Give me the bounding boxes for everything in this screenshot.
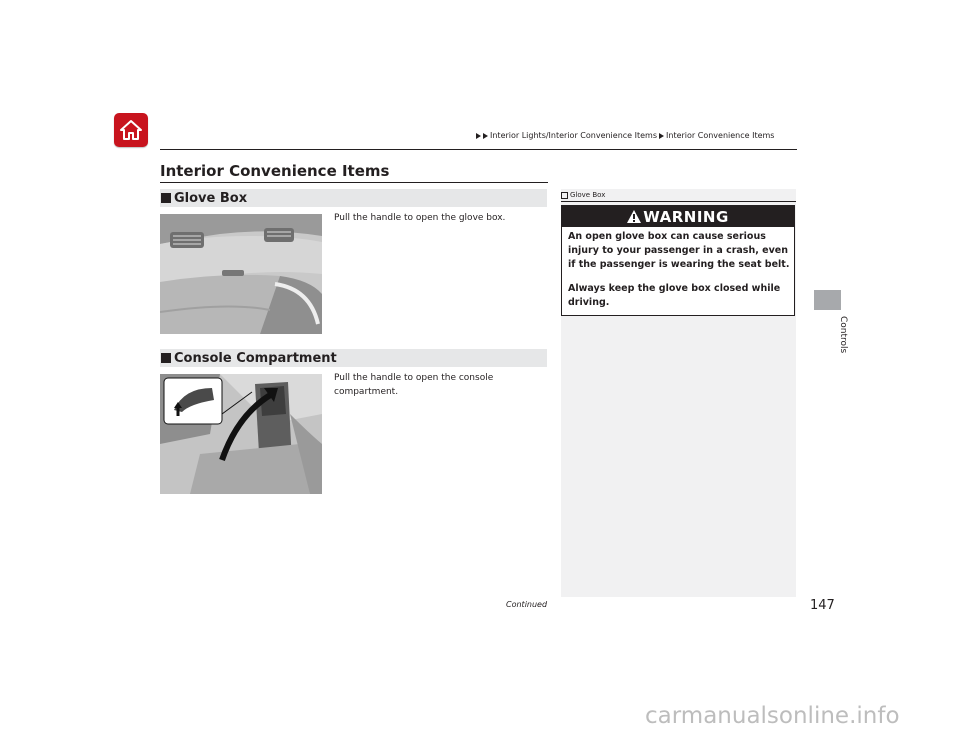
glove-box-illustration [160,214,322,334]
page-number: 147 [810,598,835,613]
breadcrumb [476,131,796,140]
console-compartment-illustration [160,374,322,494]
section-bullet-icon [161,193,171,203]
section-heading-text: Glove Box [174,190,248,206]
breadcrumb-link-interior-lights[interactable]: Interior Lights/Interior Convenience Items [490,131,658,140]
warning-text-keep-closed: Always keep the glove box closed while driving. [568,283,781,308]
section-heading-console-compartment [160,349,547,367]
watermark-url: carmanualsonline.info [645,703,900,729]
console-compartment-instructions: Pull the handle to open the console compartment. [334,373,494,397]
warning-text-injury: An open glove box can cause serious injury to your passenger in a crash, even if the passenger is wearing the seat belt. [568,231,790,270]
warning-title: WARNING [643,207,729,226]
notes-reference-label: Glove Box [570,191,606,199]
home-button[interactable] [114,113,148,147]
title-divider [160,182,548,183]
warning-header [562,206,794,227]
header-divider [160,149,797,150]
triangle-right-icon [659,133,664,139]
breadcrumb-current: Interior Convenience Items [666,131,775,140]
chapter-tab-marker[interactable] [814,290,841,310]
notes-divider [561,201,796,202]
triangle-right-icon [476,133,481,139]
continued-label: Continued [506,600,548,609]
notes-reference [561,189,796,201]
home-icon [119,119,143,141]
section-heading-glove-box [160,189,547,207]
chapter-tab-label[interactable]: Controls [838,316,848,354]
page-title: Interior Convenience Items [160,162,390,180]
section-bullet-icon [161,353,171,363]
triangle-right-icon [483,133,488,139]
section-heading-text: Console Compartment [174,350,337,366]
glove-box-instructions: Pull the handle to open the glove box. [334,213,506,223]
warning-icon [627,210,641,223]
reference-marker-icon [561,192,568,199]
